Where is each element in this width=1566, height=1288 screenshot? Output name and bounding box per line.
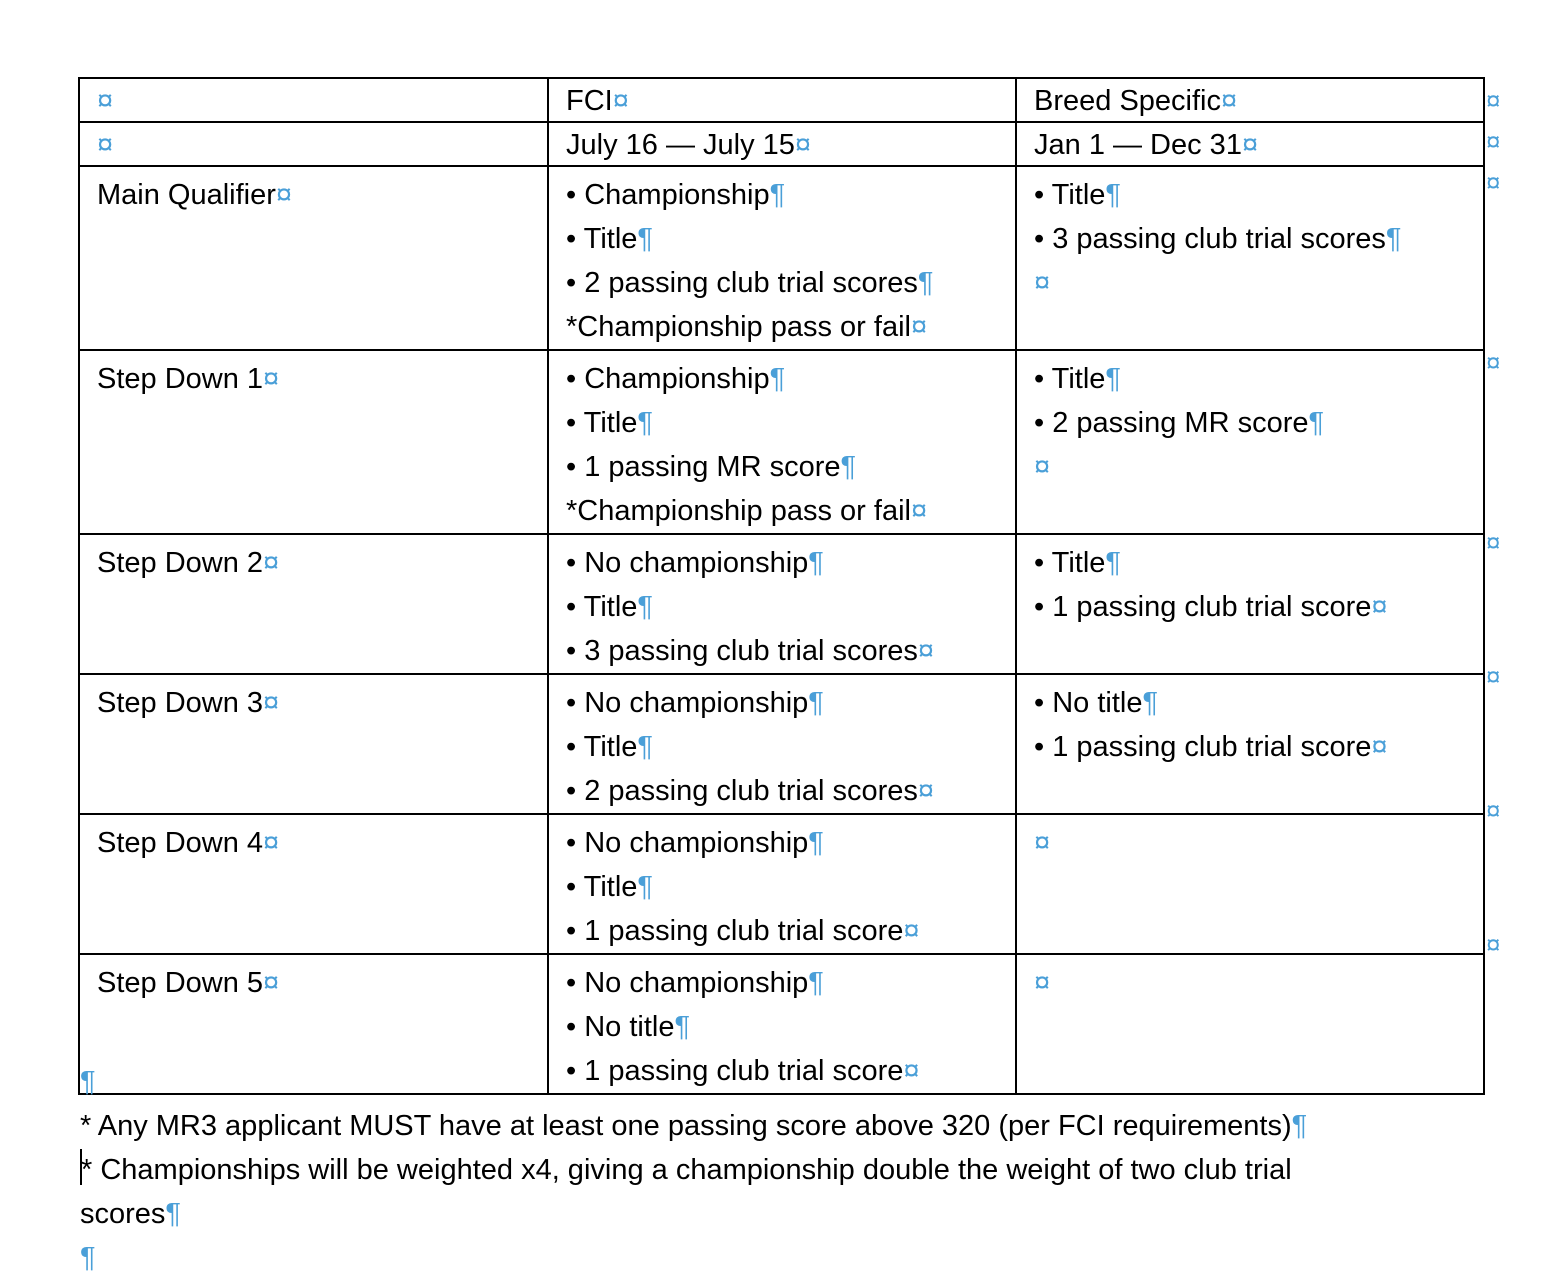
cell-line [566,261,1015,305]
paragraph-mark: ¶ [637,871,653,903]
cell-end-mark: ¤ [903,1055,920,1087]
header-row [79,78,1484,122]
fci-requirements-cell[interactable] [548,350,1016,534]
cell-line [97,173,547,217]
cell-end-mark: ¤ [1034,451,1051,483]
qualifier-row [79,166,1484,350]
cell-text: • 2 passing club trial scores [566,267,918,299]
cell-line [97,961,547,1005]
paragraph-mark: ¶ [808,827,824,859]
qualifier-row [79,350,1484,534]
cell-line [1034,585,1483,629]
cell-text: • No championship [566,827,809,859]
cell-text: • 2 passing club trial scores [566,775,918,807]
qualifier-row [79,674,1484,814]
level-label-cell[interactable] [79,166,548,350]
cell-text: • Championship [566,363,770,395]
cell-text: Step Down 4 [97,827,264,859]
cell-line [566,401,1015,445]
cell-end-mark: ¤ [1371,591,1388,623]
breed-requirements-cell[interactable] [1016,166,1484,350]
cell-line [566,725,1015,769]
breed-requirements-cell[interactable] [1016,534,1484,674]
paragraph-mark: ¶ [637,591,653,623]
cell-line [566,125,1015,165]
cell-text: • Title [1034,363,1106,395]
date-range-cell[interactable] [1016,122,1484,166]
fci-requirements-cell[interactable] [548,166,1016,350]
paragraph-mark: ¶ [80,1242,96,1274]
row-end-mark: ¤ [1486,167,1501,197]
row-end-mark: ¤ [1486,126,1501,156]
row-end-mark: ¤ [1486,929,1501,959]
row-end-mark: ¤ [1486,527,1501,557]
cell-text: • Title [566,591,638,623]
paragraph-mark: ¶ [808,967,824,999]
cell-line [1034,725,1483,769]
dates-row [79,122,1484,166]
cell-text: Main Qualifier [97,179,276,211]
paragraph-mark: ¶ [808,547,824,579]
fci-requirements-cell[interactable] [548,534,1016,674]
paragraph-mark: ¶ [769,179,786,211]
cell-end-mark: ¤ [612,85,629,117]
cell-text: • No title [566,1011,675,1043]
cell-text: • Title [566,223,638,255]
cell-line [97,541,547,585]
cell-line [1034,357,1483,401]
cell-text: • Championship [566,179,770,211]
cell-text: • 1 passing club trial score [566,915,904,947]
cell-line [566,217,1015,261]
cell-end-mark: ¤ [97,129,114,161]
cell-line [566,585,1015,629]
cell-text: • Title [566,407,638,439]
cell-end-mark: ¤ [1221,85,1238,117]
cell-line [97,821,547,865]
cell-text: • No championship [566,967,809,999]
paragraph-mark: ¶ [1385,223,1402,255]
cell-text: Breed Specific [1034,85,1221,117]
row-end-mark: ¤ [1486,347,1501,377]
cell-end-mark: ¤ [1034,827,1051,859]
paragraph-mark: ¶ [637,731,653,763]
cell-line [1034,401,1483,445]
cell-line [1034,125,1483,165]
cell-end-mark: ¤ [1034,967,1051,999]
cell-text: • 1 passing club trial score [1034,591,1372,623]
empty-paragraph [80,1236,1520,1280]
cell-line [1034,445,1483,489]
cell-text: • No championship [566,547,809,579]
cell-line [566,173,1015,217]
cell-text: • Title [1034,547,1106,579]
cell-text: • No title [1034,687,1143,719]
cell-line [566,541,1015,585]
paragraph-mark: ¶ [1142,687,1159,719]
level-label-cell[interactable] [79,674,548,814]
cell-text: • 1 passing club trial score [1034,731,1372,763]
cell-text: • Title [566,731,638,763]
cell-line [566,909,1015,953]
cell-end-mark: ¤ [917,635,935,667]
paragraph-mark: ¶ [165,1198,181,1230]
cell-end-mark: ¤ [1034,267,1051,299]
footnote-text: scores [80,1198,166,1230]
date-range-cell[interactable] [79,122,548,166]
cell-text: • 2 passing MR score [1034,407,1309,439]
row-end-mark: ¤ [1486,661,1501,691]
cell-end-mark: ¤ [263,547,280,579]
qualifier-row [79,534,1484,674]
cell-text: July 16 — July 15 [566,129,795,161]
footnote-text: * Championships will be weighted x4, giving a championship double the weight of two club trial [81,1154,1292,1186]
qualification-table [78,77,1485,1095]
cell-text: Step Down 2 [97,547,264,579]
cell-text: Step Down 3 [97,687,264,719]
breed-requirements-cell[interactable] [1016,674,1484,814]
cell-line [1034,681,1483,725]
footnote-2-continued [80,1192,1520,1236]
empty-paragraph [80,1060,1520,1104]
paragraph-mark: ¶ [1308,407,1325,439]
footnote-2 [80,1148,1520,1192]
fci-requirements-cell[interactable] [548,674,1016,814]
cell-line [566,681,1015,725]
cell-line [566,357,1015,401]
cell-end-mark: ¤ [903,915,920,947]
paragraph-mark: ¶ [1105,547,1121,579]
cell-line [1034,217,1483,261]
cell-line [566,445,1015,489]
cell-line [566,81,1015,121]
paragraph-mark: ¶ [769,363,786,395]
cell-end-mark: ¤ [910,495,928,527]
cell-end-mark: ¤ [263,827,280,859]
paragraph-mark: ¶ [637,223,653,255]
qualifier-row [79,814,1484,954]
cell-text: FCI [566,85,613,117]
cell-text: Step Down 5 [97,967,264,999]
cell-line [566,865,1015,909]
cell-text: *Championship pass or fail [566,311,911,343]
paragraph-mark: ¶ [808,687,824,719]
cell-end-mark: ¤ [917,775,935,807]
cell-end-mark: ¤ [263,363,280,395]
row-end-mark: ¤ [1486,795,1501,825]
paragraph-mark: ¶ [840,451,857,483]
cell-line [1034,81,1483,121]
cell-end-mark: ¤ [910,311,928,343]
paragraph-mark: ¶ [674,1011,691,1043]
cell-text: • No championship [566,687,809,719]
cell-line [1034,541,1483,585]
cell-end-mark: ¤ [1241,129,1259,161]
row-end-mark: ¤ [1486,85,1501,115]
cell-end-mark: ¤ [97,85,114,117]
cell-line [566,821,1015,865]
cell-line [566,489,1015,533]
level-label-cell[interactable] [79,534,548,674]
cell-line [566,961,1015,1005]
level-label-cell[interactable] [79,350,548,534]
footnote-1 [80,1104,1520,1148]
footnote-text: * Any MR3 applicant MUST have at least one passing score above 320 (per FCI requirements) [80,1110,1292,1142]
cell-text: Jan 1 — Dec 31 [1034,129,1242,161]
cell-end-mark: ¤ [263,967,280,999]
paragraph-mark: ¶ [80,1066,96,1098]
cell-line [97,357,547,401]
cell-end-mark: ¤ [275,179,293,211]
cell-text: Step Down 1 [97,363,264,395]
cell-line [566,305,1015,349]
paragraph-mark: ¶ [917,267,934,299]
paragraph-mark: ¶ [1105,179,1121,211]
paragraph-mark: ¶ [1291,1110,1308,1142]
cell-line [1034,173,1483,217]
cell-end-mark: ¤ [794,129,812,161]
date-range-cell[interactable] [548,122,1016,166]
cell-text: *Championship pass or fail [566,495,911,527]
fci-requirements-cell[interactable] [548,814,1016,954]
cell-text: • 1 passing MR score [566,451,841,483]
cell-line [97,681,547,725]
cell-end-mark: ¤ [1371,731,1388,763]
column-header[interactable] [79,78,548,122]
column-header[interactable] [1016,78,1484,122]
paragraph-mark: ¶ [637,407,653,439]
column-header[interactable] [548,78,1016,122]
cell-text: • Title [566,871,638,903]
footnotes[interactable] [80,1060,1520,1280]
level-label-cell[interactable] [79,814,548,954]
cell-text: • 3 passing club trial scores [1034,223,1386,255]
cell-line [566,1005,1015,1049]
cell-text: • Title [1034,179,1106,211]
cell-text: • 3 passing club trial scores [566,635,918,667]
cell-end-mark: ¤ [263,687,280,719]
cell-line [1034,261,1483,305]
breed-requirements-cell[interactable] [1016,814,1484,954]
breed-requirements-cell[interactable] [1016,350,1484,534]
paragraph-mark: ¶ [1105,363,1121,395]
cell-line [566,629,1015,673]
cell-text: • 1 passing club trial score [566,1055,904,1087]
cell-line [566,769,1015,813]
